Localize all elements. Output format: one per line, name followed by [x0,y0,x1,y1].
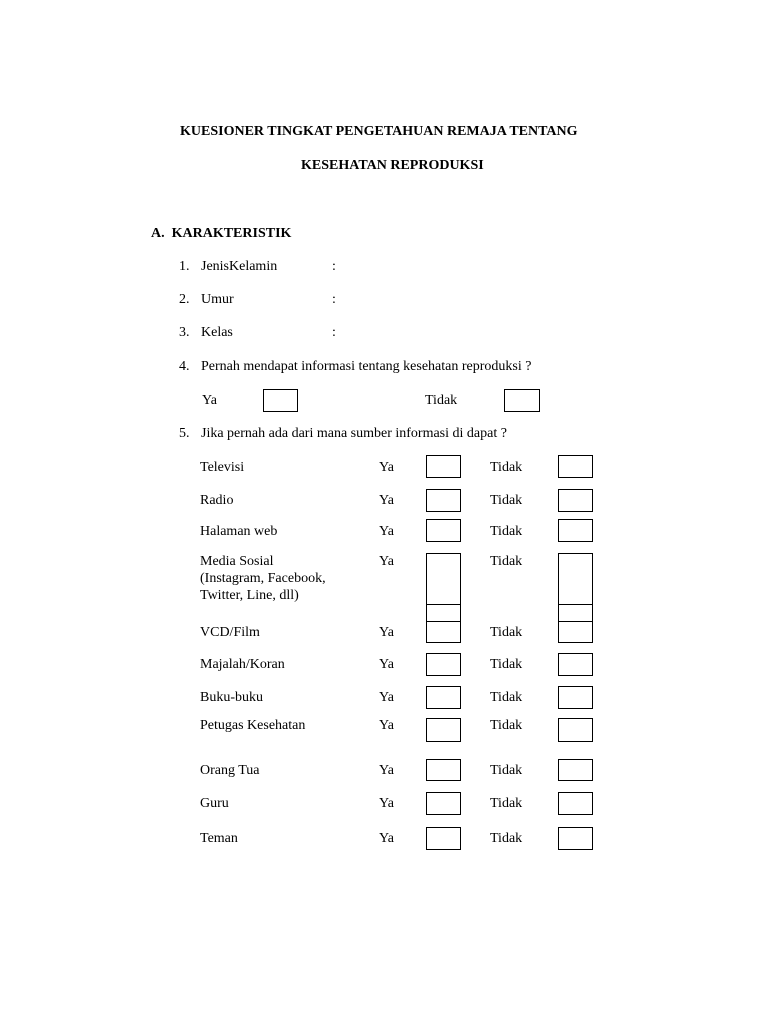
no-label: Tidak [490,831,523,846]
gender-colon: : [332,259,336,274]
source-label-halaman-web: Halaman web [200,524,278,539]
item-number: 5. [179,426,190,441]
class-label: Kelas [201,325,233,340]
item-number: 2. [179,292,190,307]
petugas-kesehatan-no-checkbox[interactable] [558,718,593,742]
media-sosial-no-checkbox[interactable] [558,553,593,605]
petugas-kesehatan-yes-checkbox[interactable] [426,718,461,742]
majalah-koran-no-checkbox[interactable] [558,653,593,676]
source-label-televisi: Televisi [200,460,245,475]
yes-label: Ya [379,831,394,846]
media-sosial-yes-checkbox[interactable] [426,553,461,605]
class-colon: : [332,325,336,340]
media-sosial-yes-extra-cell [426,604,461,622]
no-label: Tidak [490,524,523,539]
teman-no-checkbox[interactable] [558,827,593,850]
source-label-buku-buku: Buku-buku [200,690,263,705]
buku-buku-no-checkbox[interactable] [558,686,593,709]
section-heading: A. KARAKTERISTIK [151,226,292,241]
source-label-media-sosial: Media Sosial [200,554,274,569]
yes-label: Ya [379,493,394,508]
source-label-orang-tua: Orang Tua [200,763,260,778]
q4-no-label: Tidak [425,393,458,408]
item-number: 1. [179,259,190,274]
item-number: 3. [179,325,190,340]
yes-label: Ya [379,718,394,733]
yes-label: Ya [379,554,394,569]
q4-yes-label: Ya [202,393,217,408]
age-colon: : [332,292,336,307]
no-label: Tidak [490,763,523,778]
q4-no-checkbox[interactable] [504,389,540,412]
majalah-koran-yes-checkbox[interactable] [426,653,461,676]
no-label: Tidak [490,690,523,705]
guru-yes-checkbox[interactable] [426,792,461,815]
guru-no-checkbox[interactable] [558,792,593,815]
teman-yes-checkbox[interactable] [426,827,461,850]
source-label-radio: Radio [200,493,234,508]
radio-no-checkbox[interactable] [558,489,593,512]
yes-label: Ya [379,460,394,475]
orang-tua-no-checkbox[interactable] [558,759,593,781]
no-label: Tidak [490,718,523,733]
source-label-guru: Guru [200,796,229,811]
source-label-majalah-koran: Majalah/Koran [200,657,285,672]
radio-yes-checkbox[interactable] [426,489,461,512]
orang-tua-yes-checkbox[interactable] [426,759,461,781]
media-sosial-note-1: (Instagram, Facebook, [200,571,326,586]
televisi-yes-checkbox[interactable] [426,455,461,478]
title-line-1: KUESIONER TINGKAT PENGETAHUAN REMAJA TENTANG [180,124,578,139]
halaman-web-yes-checkbox[interactable] [426,519,461,542]
no-label: Tidak [490,796,523,811]
yes-label: Ya [379,657,394,672]
no-label: Tidak [490,493,523,508]
source-label-vcd-film: VCD/Film [200,625,260,640]
vcd-film-yes-checkbox[interactable] [426,621,461,643]
yes-label: Ya [379,763,394,778]
media-sosial-note-2: Twitter, Line, dll) [200,588,299,603]
source-label-petugas-kesehatan: Petugas Kesehatan [200,718,306,733]
no-label: Tidak [490,625,523,640]
no-label: Tidak [490,460,523,475]
televisi-no-checkbox[interactable] [558,455,593,478]
age-label: Umur [201,292,234,307]
item-number: 4. [179,359,190,374]
media-sosial-no-extra-cell [558,604,593,622]
q4-yes-checkbox[interactable] [263,389,298,412]
no-label: Tidak [490,657,523,672]
no-label: Tidak [490,554,523,569]
question-5-text: Jika pernah ada dari mana sumber informasi di dapat ? [201,426,507,441]
question-4-text: Pernah mendapat informasi tentang kesehatan reproduksi ? [201,359,532,374]
gender-label: JenisKelamin [201,259,278,274]
yes-label: Ya [379,625,394,640]
title-line-2: KESEHATAN REPRODUKSI [301,158,484,173]
yes-label: Ya [379,690,394,705]
yes-label: Ya [379,524,394,539]
source-label-teman: Teman [200,831,238,846]
vcd-film-no-checkbox[interactable] [558,621,593,643]
buku-buku-yes-checkbox[interactable] [426,686,461,709]
yes-label: Ya [379,796,394,811]
halaman-web-no-checkbox[interactable] [558,519,593,542]
